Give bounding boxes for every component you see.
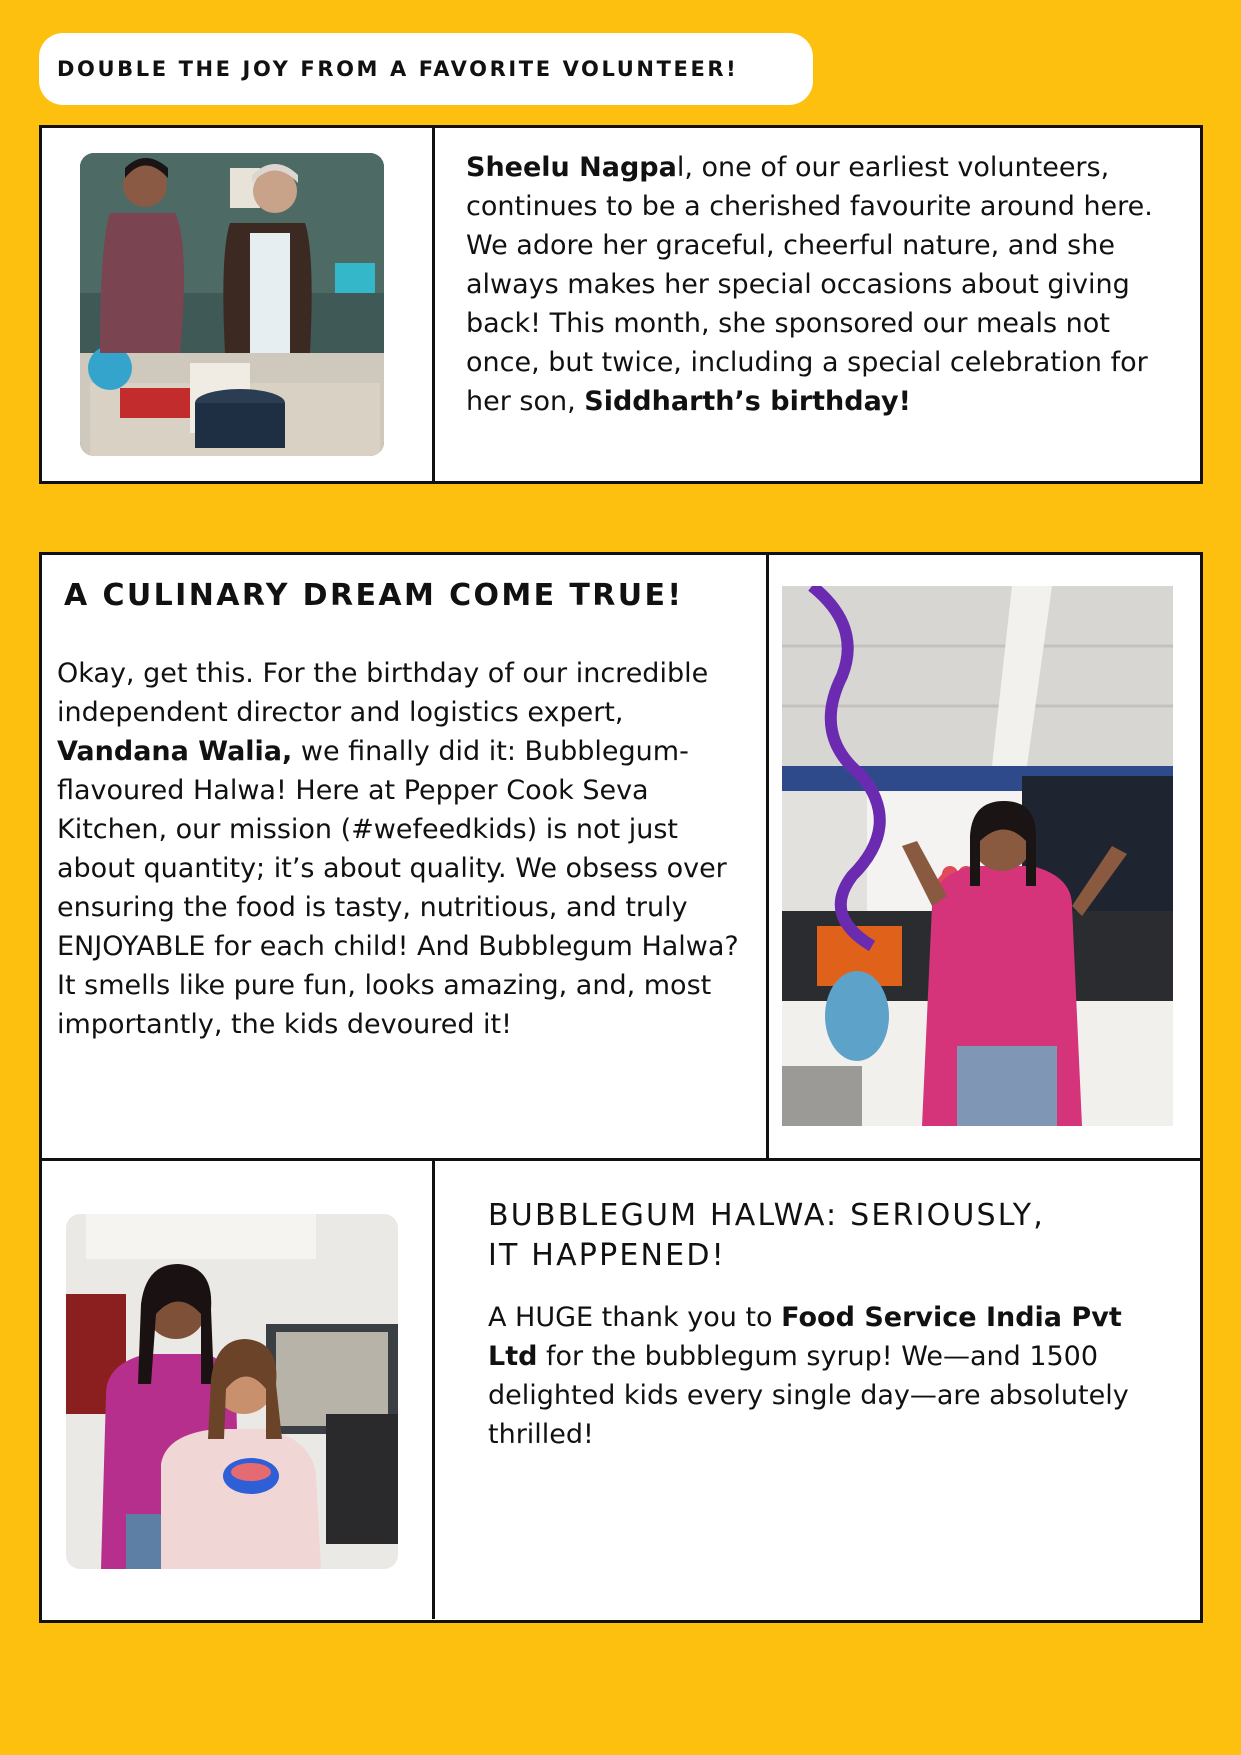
panel-divider <box>432 125 435 484</box>
volunteer-cooking-photo <box>80 153 384 456</box>
panel-divider <box>766 552 769 1159</box>
volunteer-paragraph: Sheelu Nagpal, one of our earliest volunteers, continues to be a cherished favourite around here. We adore her graceful, cheerful nature, and she always makes her special occasions about giving back! This month, she sponsored our meals not once, but twice, including a special celebration for her son, Siddharth’s birthday! <box>466 152 1153 417</box>
culinary-paragraph: Okay, get this. For the birthday of our incredible independent director and logistics expert, Vandana Walia, we finally did it: Bubblegum-flavoured Halwa! Here at Pepper Cook Seva Kitchen, our mission (#wefeedkids) is not just about quantity; it’s about quality. We obsess over ensuring the food is tasty, nutritious, and truly ENJOYABLE for each child! And Bubblegum Halwa? It smells like pure fun, looks amazing, and, most importantly, the kids devoured it! <box>57 658 739 1040</box>
halwa-tasting-photo <box>66 1214 398 1569</box>
birthday-celebration-photo <box>782 586 1173 1126</box>
son-birthday: Siddharth’s birthday! <box>584 386 911 417</box>
culinary-heading: A CULINARY DREAM COME TRUE! <box>64 578 684 613</box>
volunteer-name: Sheelu Nagpa <box>466 152 677 183</box>
panel-divider <box>432 1158 435 1619</box>
director-name: Vandana Walia, <box>57 736 293 767</box>
sponsor-name: Food Service India Pvt Ltd <box>488 1302 1122 1372</box>
thanks-heading: BUBBLEGUM HALWA: SERIOUSLY, IT HAPPENED! <box>488 1198 1045 1273</box>
section-title-pill <box>39 33 813 105</box>
thanks-paragraph: A HUGE thank you to Food Service India Pvt Ltd for the bubblegum syrup! We—and 1500 delighted kids every single day—are absolutely thrilled! <box>488 1302 1129 1450</box>
section-title: DOUBLE THE JOY FROM A FAVORITE VOLUNTEER! <box>57 57 739 81</box>
